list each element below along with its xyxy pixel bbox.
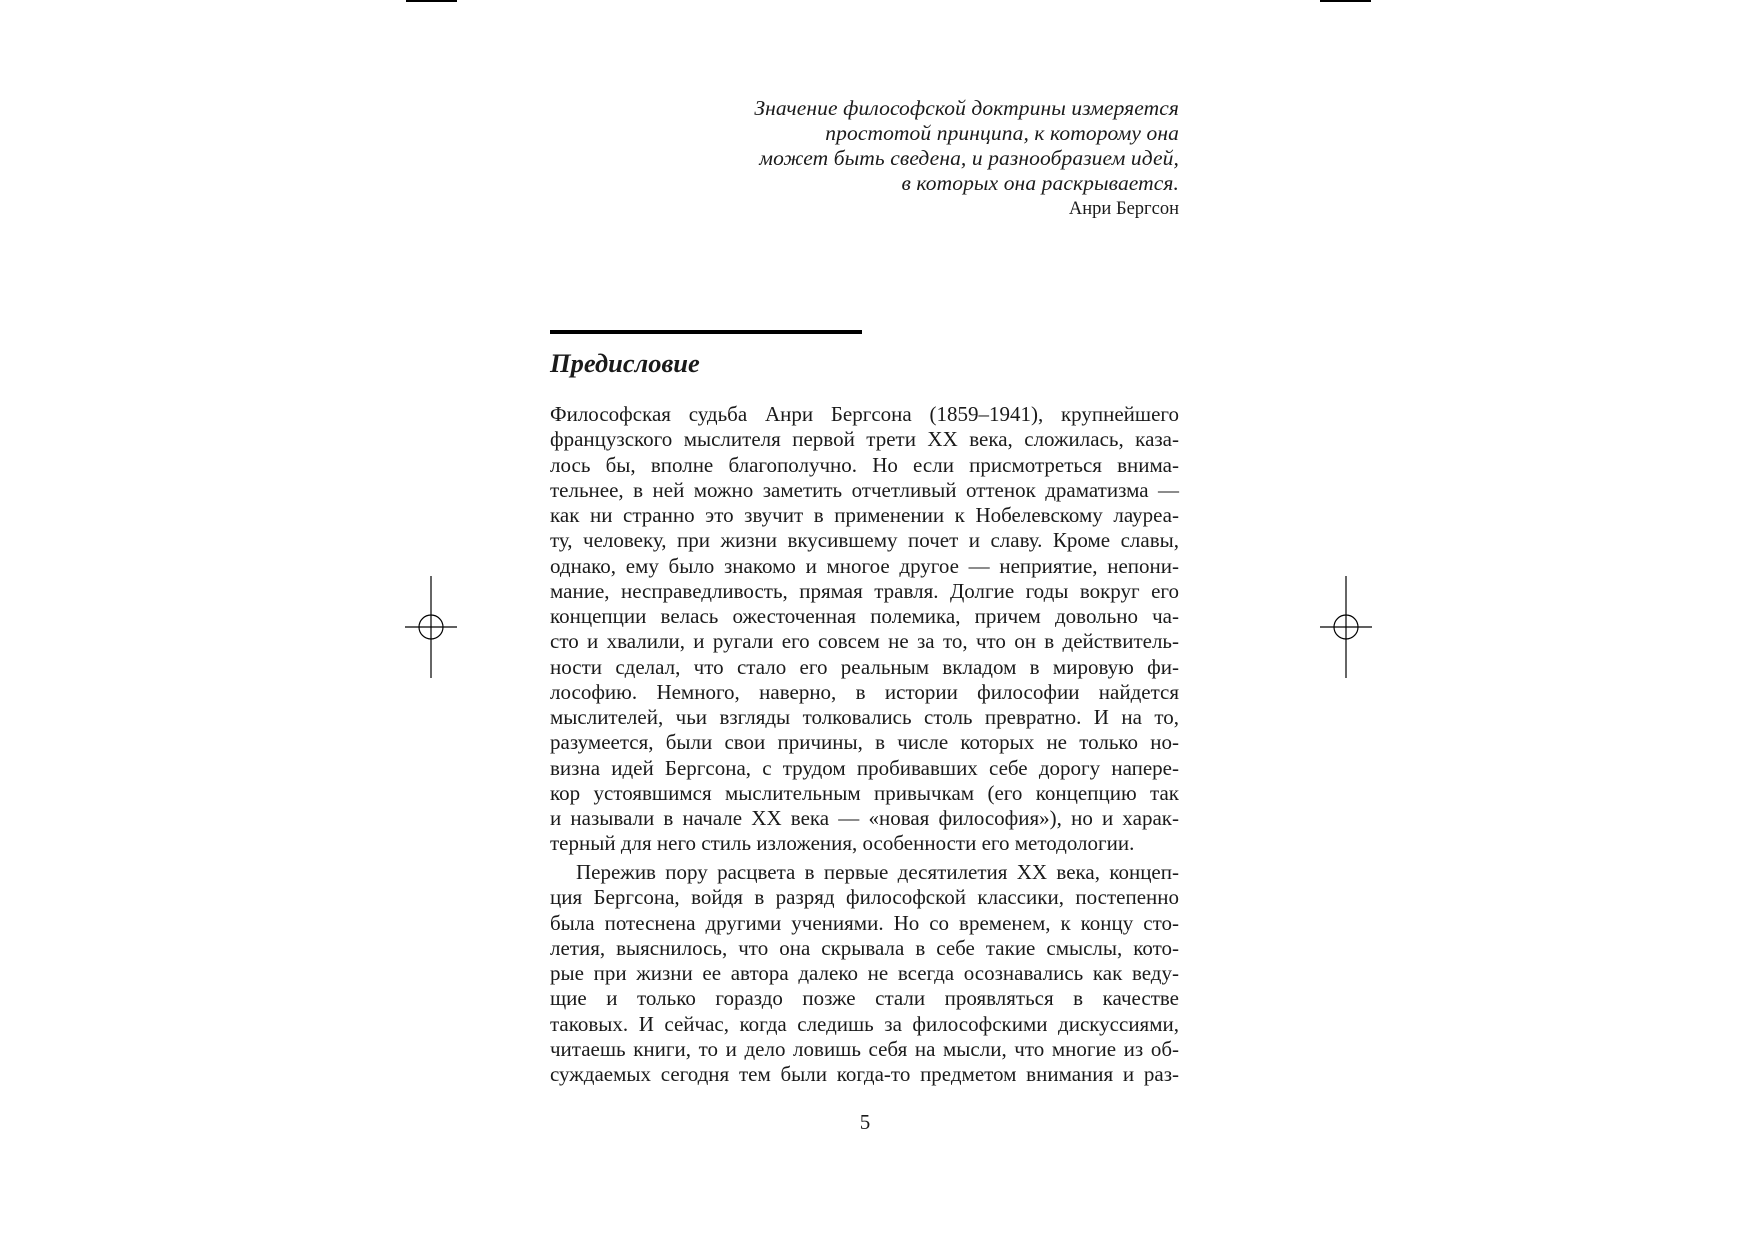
text-line: таковых. И сейчас, когда следишь за философскими дискуссиями, <box>550 1011 1179 1036</box>
epigraph-line: в которых она раскрывается. <box>901 171 1179 196</box>
epigraph <box>700 96 1179 196</box>
text-line: терный для него стиль изложения, особенности его методологии. <box>550 831 1135 856</box>
text-line: летия, выяснилось, что она скрывала в себе такие смыслы, кото- <box>550 935 1179 960</box>
text-line: была потеснена другими учениями. Но со временем, к концу сто- <box>550 910 1179 935</box>
heading-rule <box>550 330 862 334</box>
text-line: мыслителей, чьи взгляды толковались столь превратно. И на то, <box>550 705 1179 729</box>
trim-mark-top-left <box>406 0 457 2</box>
text-line: щие и только гораздо позже стали проявляться в качестве <box>550 986 1179 1011</box>
text-line: лософию. Немного, наверно, в истории философии найдется <box>550 679 1179 704</box>
epigraph-author: Анри Бергсон <box>1068 199 1179 219</box>
text-line: ности сделал, что стало его реальным вкладом в мировую фи- <box>550 654 1179 679</box>
paragraph-2 <box>550 860 1179 1087</box>
text-line: Пережив пору расцвета в первые десятилетия ХХ века, концеп- <box>576 860 1179 884</box>
text-line: мание, несправедливость, прямая травля. Долгие годы вокруг его <box>550 578 1179 603</box>
text-line: кор устоявшимся мыслительным привычкам (его концепцию так <box>550 780 1179 805</box>
text-line: как ни странно это звучит в применении к Нобелевскому лауреа- <box>550 503 1179 527</box>
text-line: Философская судьба Анри Бергсона (1859–1941), крупнейшего <box>550 402 1179 426</box>
epigraph-line: может быть сведена, и разнообразием идей, <box>759 146 1179 171</box>
text-line: лось бы, вполне благополучно. Но если присмотреться внима- <box>550 452 1179 477</box>
text-line: визна идей Бергсона, с трудом пробивавших себе дорогу напере- <box>550 755 1179 780</box>
section-heading: Предисловие <box>550 348 700 378</box>
registration-mark-left-icon <box>405 576 457 678</box>
text-line: разумеется, были свои причины, в числе которых не только но- <box>550 730 1179 755</box>
text-line: и называли в начале ХХ века — «новая философия»), но и харак- <box>550 806 1179 830</box>
text-line: концепции велась ожесточенная полемика, причем довольно ча- <box>550 604 1179 628</box>
text-line: ция Бергсона, войдя в разряд философской классики, постепенно <box>550 885 1179 910</box>
page-number: 5 <box>859 1110 871 1134</box>
epigraph-line: простотой принципа, к которому она <box>825 121 1179 146</box>
epigraph-line: Значение философской доктрины измеряется <box>754 96 1179 120</box>
text-line: французского мыслителя первой трети ХХ века, сложилась, каза- <box>550 427 1179 452</box>
text-line: суждаемых сегодня тем были когда-то предметом внимания и раз- <box>550 1062 1179 1086</box>
paragraph-1 <box>550 402 1179 857</box>
text-line: читаешь книги, то и дело ловишь себя на мысли, что многие из об- <box>550 1036 1179 1061</box>
text-line: ту, человеку, при жизни вкусившему почет и славу. Кроме славы, <box>550 528 1179 553</box>
text-line: однако, ему было знакомо и многое другое — неприятие, непони- <box>550 553 1179 578</box>
text-line: тельнее, в ней можно заметить отчетливый оттенок драматизма — <box>550 477 1179 502</box>
trim-mark-top-right <box>1320 0 1371 2</box>
text-line: сто и хвалили, и ругали его совсем не за то, что он в действитель- <box>550 629 1179 654</box>
text-line: рые при жизни ее автора далеко не всегда осознавались как веду- <box>550 961 1179 985</box>
registration-mark-right-icon <box>1320 576 1372 678</box>
